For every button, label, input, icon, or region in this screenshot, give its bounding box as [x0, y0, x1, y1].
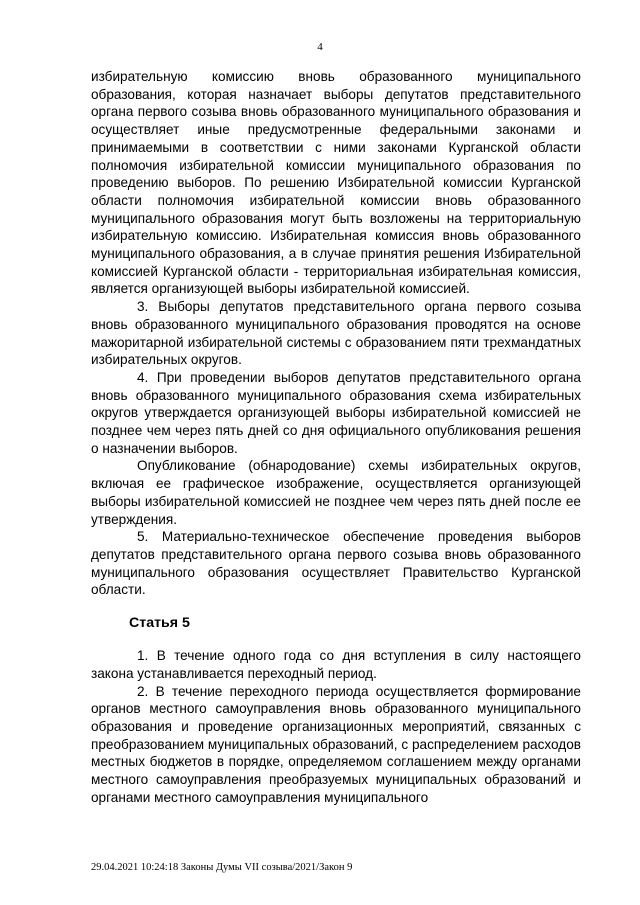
page-number: 4 [317, 41, 323, 53]
article-heading: Статья 5 [129, 615, 190, 632]
document-body [91, 68, 581, 806]
paragraph: 1. В течение одного года со дня вступления в силу настоящего закона устанавливается переходный период. [91, 648, 581, 681]
paragraph: 4. При проведении выборов депутатов представительного органа вновь образованного муниципального образования схема избирательных округов утверждается организующей выборы избирательной комиссией не позднее чем через пять дней со дня официального опубликования решения о назначении выборов. [91, 369, 581, 456]
paragraph: 2. В течение переходного периода осуществляется формирование органов местного самоуправления вновь образованного муниципального образования и проведение организационных мероприятий, связанных с преобразованием муниципальных образований, с распределением расходов местных бюджетов в порядке, определяемом соглашением между органами местного самоуправления преобразуемых муниципальных образований и органами местного самоуправления муниципального [91, 683, 581, 805]
paragraph: 3. Выборы депутатов представительного органа первого созыва вновь образованного муниципального образования проводятся на основе мажоритарной избирательной системы с образованием пяти трехмандатных избирательных округов. [91, 299, 581, 368]
paragraph: 5. Материально-техническое обеспечение проведения выборов депутатов представительного органа первого созыва вновь образованного муниципального образования осуществляет Правительство Курганской области. [91, 529, 581, 598]
paragraph: Опубликование (обнародование) схемы избирательных округов, включая ее графическое изображение, осуществляется организующей выборы избирательной комиссией не позднее чем через пять дней после ее утверждения. [91, 458, 581, 527]
paragraph: избирательную комиссию вновь образованного муниципального образования, которая назначает выборы депутатов представительного органа первого созыва вновь образованного муниципального образования и осуществляет иные предусмотренные федеральными законами и принимаемыми в соответствии с ними законами Курганской области полномочия избирательной комиссии муниципального образования по проведению выборов. По решению Избирательной комиссии Курганской области полномочия избирательной комиссии вновь образованного муниципального образования могут быть возложены на территориальную избирательную комиссию. Избирательная комиссия вновь образованного муниципального образования, а в случае принятия решения Избирательной комиссией Курганской области - территориальная избирательная комиссия, является организующей выборы избирательной комиссией. [91, 69, 581, 297]
document-footer: 29.04.2021 10:24:18 Законы Думы VII созыва/2021/Закон 9 [91, 862, 353, 873]
